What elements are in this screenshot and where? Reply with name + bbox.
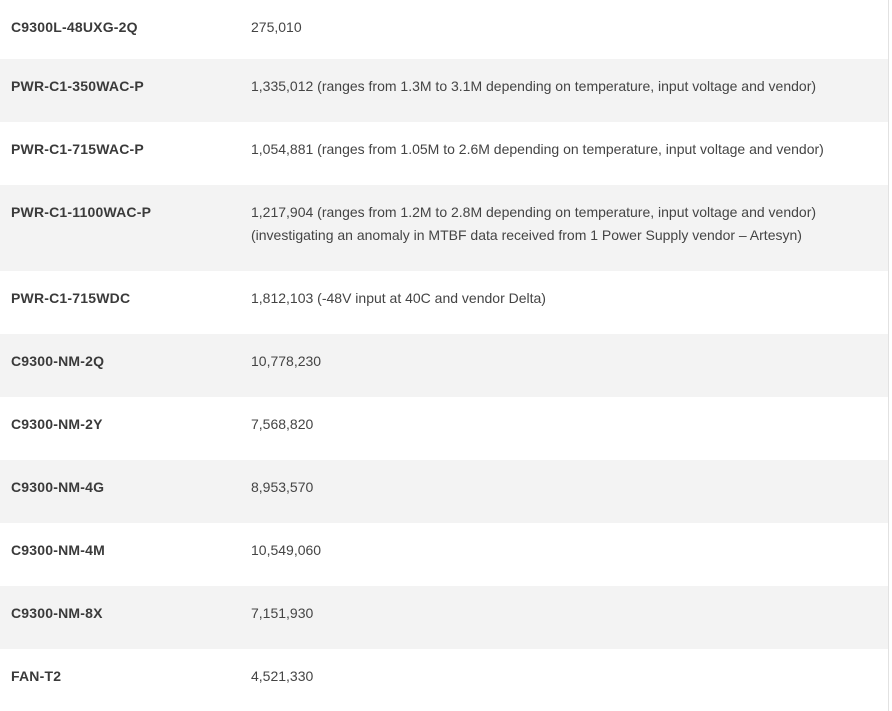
mtbf-cell [251,350,888,373]
mtbf-value: 1,812,103 (-48V input at 40C and vendor Delta) [251,290,546,306]
mtbf-value: 275,010 [251,19,302,35]
product-id-cell: C9300-NM-2Q [11,353,105,369]
mtbf-value: 4,521,330 [251,668,314,684]
mtbf-cell [251,287,888,310]
product-id-cell: C9300-NM-4M [11,542,105,558]
table-row [0,271,888,334]
product-id-cell: C9300-NM-8X [11,605,103,621]
table-row [0,523,888,586]
product-id-cell: C9300L-48UXG-2Q [11,19,138,35]
mtbf-value: 7,568,820 [251,416,314,432]
mtbf-value: 10,778,230 [251,353,322,369]
mtbf-cell [251,539,888,562]
mtbf-cell [251,602,888,625]
table-row [0,334,888,397]
product-id-cell: C9300-NM-2Y [11,416,103,432]
product-id-cell: PWR-C1-715WAC-P [11,141,144,157]
mtbf-value: 7,151,930 [251,605,314,621]
mtbf-value: 1,335,012 (ranges from 1.3M to 3.1M depending on temperature, input voltage and vendor) [251,78,817,94]
mtbf-cell [251,138,888,161]
mtbf-cell [251,16,888,39]
mtbf-cell [251,201,888,247]
product-id-cell: PWR-C1-1100WAC-P [11,204,152,220]
mtbf-cell [251,413,888,436]
mtbf-note: (investigating an anomaly in MTBF data received from 1 Power Supply vendor – Artesyn) [251,227,802,243]
mtbf-value: 8,953,570 [251,479,314,495]
product-id-cell: PWR-C1-715WDC [11,290,131,306]
table-row [0,0,888,59]
mtbf-value: 10,549,060 [251,542,322,558]
product-id-cell: C9300-NM-4G [11,479,105,495]
table-row [0,59,888,122]
table-row [0,397,888,460]
table-row [0,122,888,185]
mtbf-cell [251,665,888,688]
table-row [0,460,888,523]
mtbf-cell [251,75,888,98]
product-id-cell: PWR-C1-350WAC-P [11,78,144,94]
mtbf-cell [251,476,888,499]
table-row [0,185,888,271]
product-id-cell: FAN-T2 [11,668,62,684]
mtbf-value: 1,054,881 (ranges from 1.05M to 2.6M depending on temperature, input voltage and vendor) [251,141,824,157]
table-row [0,586,888,649]
table-row [0,649,888,711]
mtbf-value: 1,217,904 (ranges from 1.2M to 2.8M depending on temperature, input voltage and vendor) [251,204,817,220]
